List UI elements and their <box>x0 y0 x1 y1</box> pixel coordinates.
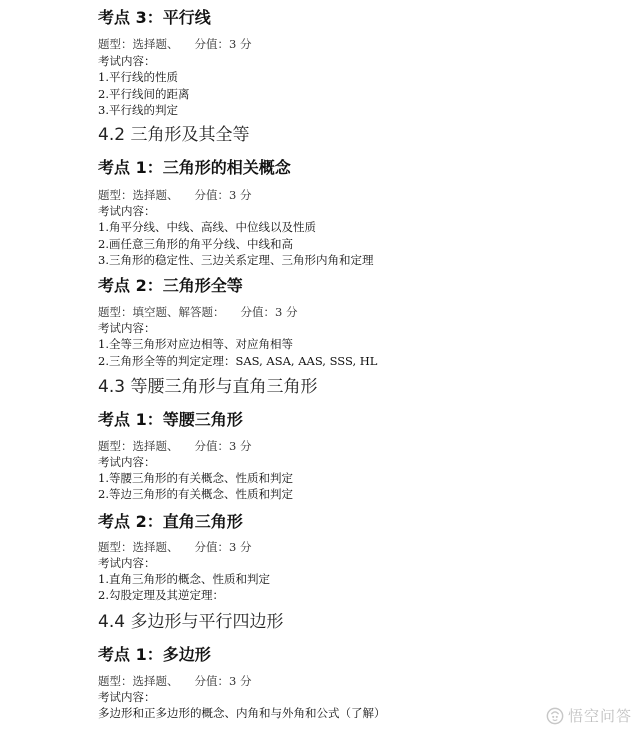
section-heading <box>98 376 317 398</box>
score-value: 分值：3 分 <box>194 674 252 688</box>
question-type: 题型：选择题、 <box>98 540 179 554</box>
question-meta-line <box>98 304 297 320</box>
kaodian-heading: 考点 2：三角形全等 <box>98 276 243 295</box>
content-line: 1.全等三角形对应边相等、对应角相等 <box>98 337 293 351</box>
section-title-text: 三角形及其全等 <box>130 125 250 145</box>
section-title-text: 等腰三角形与直角三角形 <box>130 377 318 397</box>
content-line: 3.三角形的稳定性、三边关系定理、三角形内角和定理 <box>98 253 374 267</box>
content-line: 1.直角三角形的概念、性质和判定 <box>98 572 270 586</box>
question-meta-line <box>98 438 251 454</box>
score-value: 分值：3 分 <box>194 540 252 554</box>
content-line: 1.角平分线、中线、高线、中位线以及性质 <box>98 220 316 234</box>
content-line: 多边形和正多边形的概念、内角和与外角和公式（了解） <box>98 706 386 720</box>
score-value: 分值：3 分 <box>194 37 252 51</box>
section-number: 4.2 <box>98 125 126 145</box>
section-number: 4.4 <box>98 612 126 632</box>
content-line: 考试内容： <box>98 455 156 469</box>
watermark-text: 悟空问答 <box>567 707 632 725</box>
content-line: 考试内容： <box>98 690 156 704</box>
kaodian-heading: 考点 2：直角三角形 <box>98 512 243 531</box>
question-type: 题型：选择题、 <box>98 674 179 688</box>
content-line: 考试内容： <box>98 556 156 570</box>
section-number: 4.3 <box>98 377 126 397</box>
content-line: 考试内容： <box>98 54 156 68</box>
content-line: 2.等边三角形的有关概念、性质和判定 <box>98 487 293 501</box>
section-title-text: 多边形与平行四边形 <box>130 612 284 632</box>
content-line: 2.画任意三角形的角平分线、中线和高 <box>98 237 293 251</box>
question-meta-line <box>98 187 251 203</box>
score-value: 分值：3 分 <box>240 305 298 319</box>
content-line: 2.平行线间的距离 <box>98 87 190 101</box>
score-value: 分值：3 分 <box>194 439 252 453</box>
question-type: 题型：选择题、 <box>98 439 179 453</box>
content-line: 1.等腰三角形的有关概念、性质和判定 <box>98 471 293 485</box>
content-line: 3.平行线的判定 <box>98 103 178 117</box>
content-line: 2.三角形全等的判定定理：SAS, ASA, AAS, SSS, HL <box>98 354 378 368</box>
content-line: 1.平行线的性质 <box>98 70 178 84</box>
content-line: 考试内容： <box>98 321 156 335</box>
content-line: 2.勾股定理及其逆定理： <box>98 588 224 602</box>
watermark <box>546 705 632 726</box>
question-meta-line <box>98 673 251 689</box>
question-meta-line <box>98 539 251 555</box>
question-meta-line <box>98 36 251 52</box>
kaodian-heading: 考点 1：等腰三角形 <box>98 410 243 429</box>
content-line: 考试内容： <box>98 204 156 218</box>
question-type: 题型：选择题、 <box>98 188 179 202</box>
section-heading <box>98 124 249 146</box>
wukong-logo-icon <box>546 707 564 725</box>
score-value: 分值：3 分 <box>194 188 252 202</box>
section-heading <box>98 611 283 633</box>
question-type: 题型：选择题、 <box>98 37 179 51</box>
question-type: 题型：填空题、解答题： <box>98 305 225 319</box>
kaodian-heading: 考点 3：平行线 <box>98 8 211 27</box>
kaodian-heading: 考点 1：多边形 <box>98 645 211 664</box>
kaodian-heading: 考点 1：三角形的相关概念 <box>98 158 291 177</box>
